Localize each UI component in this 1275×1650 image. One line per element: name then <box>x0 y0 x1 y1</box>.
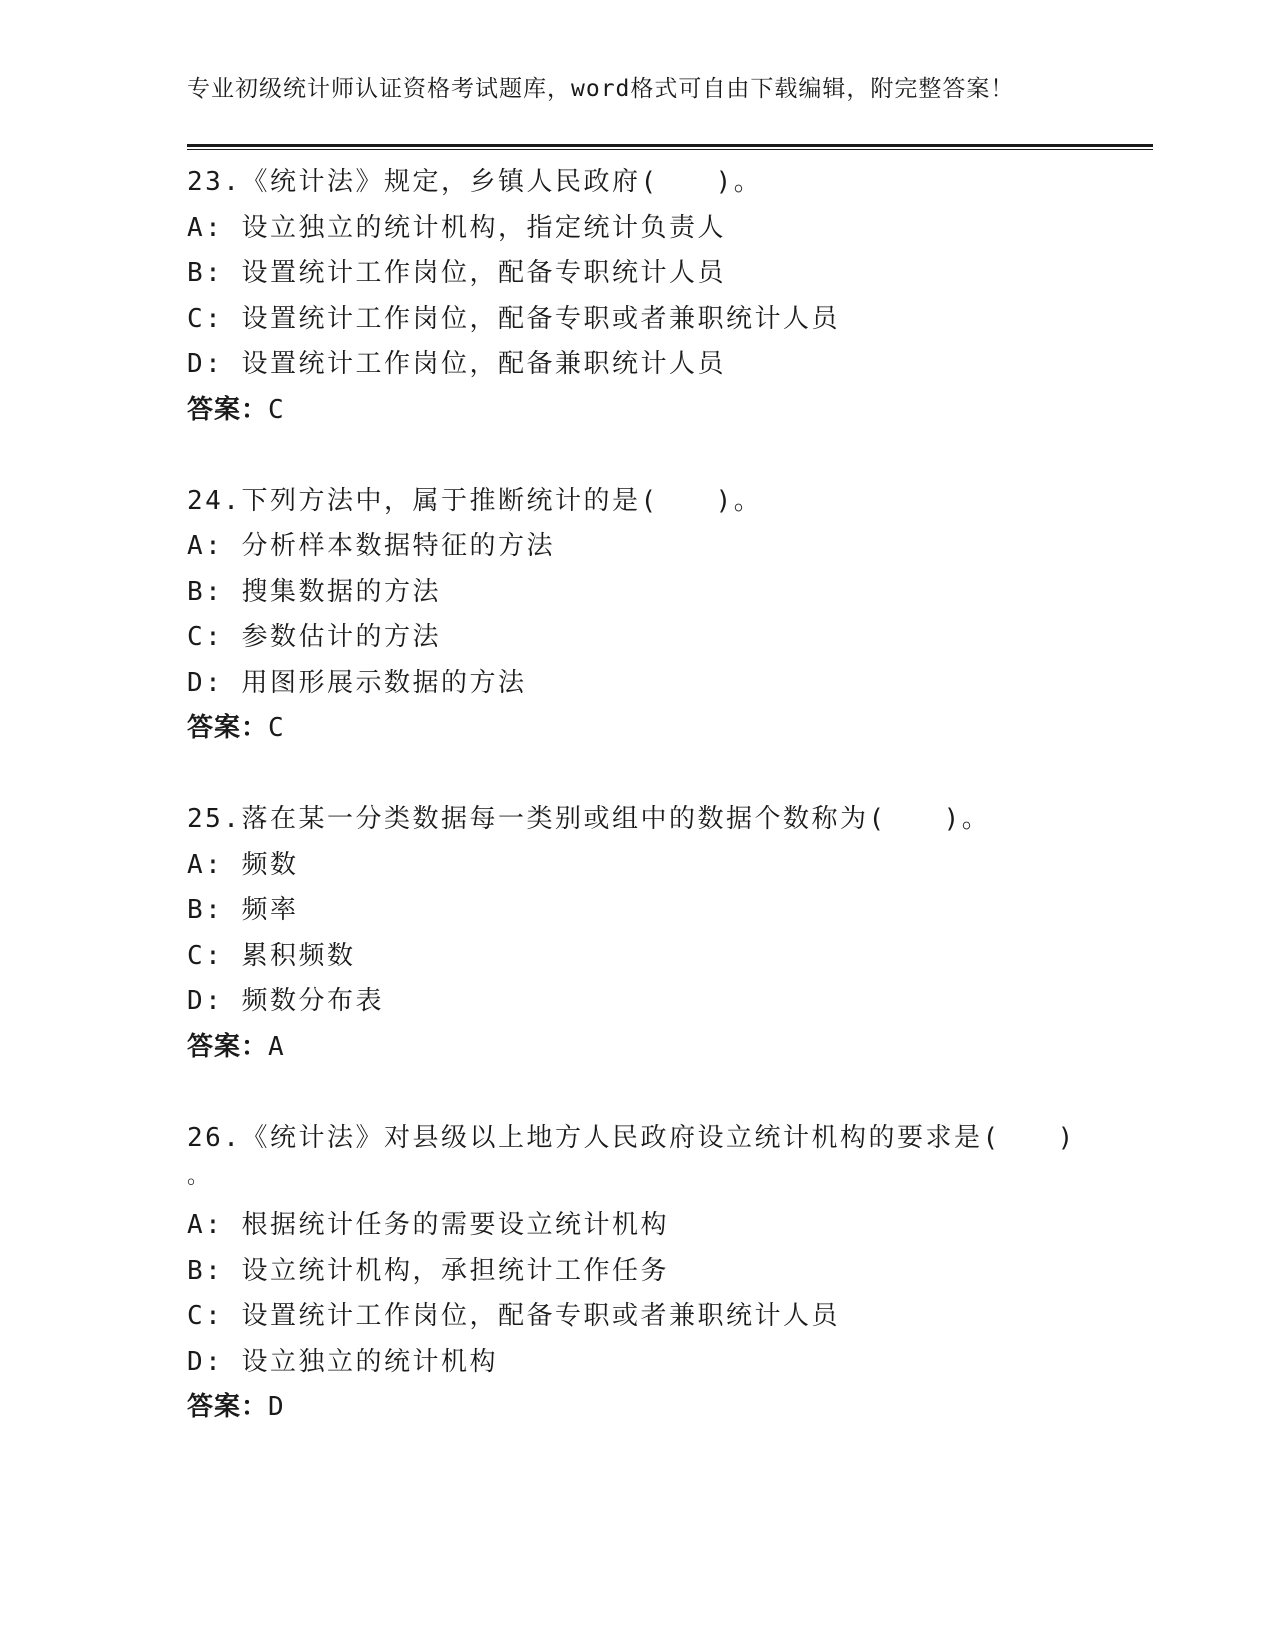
option-b: B: 设置统计工作岗位，配备专职统计人员 <box>187 258 726 288</box>
option-c: C: 设置统计工作岗位，配备专职或者兼职统计人员 <box>187 303 840 334</box>
option-a: A: 频数 <box>187 849 299 880</box>
answer-line <box>187 1385 1107 1431</box>
answer-label: 答案： <box>187 394 269 425</box>
question-stem: 25.落在某一分类数据每一类别或组中的数据个数称为( )。 <box>187 804 991 834</box>
option-d: D: 设立独立的统计机构 <box>187 1346 498 1377</box>
header-rule-thin <box>187 149 1153 150</box>
page-header: 专业初级统计师认证资格考试题库，word格式可自由下载编辑，附完整答案！ <box>187 76 1015 102</box>
spacer <box>187 752 1107 798</box>
answer-value: D <box>268 1392 285 1422</box>
answer-line <box>187 388 1107 434</box>
option-a: A: 分析样本数据特征的方法 <box>187 531 555 561</box>
option-d: D: 设置统计工作岗位，配备兼职统计人员 <box>187 349 726 379</box>
answer-value: A <box>268 1031 285 1062</box>
option-d: D: 用图形展示数据的方法 <box>187 667 527 698</box>
header-rule-thick <box>187 144 1153 147</box>
answer-line <box>187 1025 1107 1071</box>
option-c: C: 设置统计工作岗位，配备专职或者兼职统计人员 <box>187 1301 840 1331</box>
spacer <box>187 433 1107 479</box>
answer-label: 答案： <box>187 1031 269 1062</box>
option-b: B: 搜集数据的方法 <box>187 576 441 607</box>
question-stem: 24.下列方法中，属于推断统计的是( )。 <box>187 485 763 516</box>
option-a: A: 根据统计任务的需要设立统计机构 <box>187 1210 669 1240</box>
option-a: A: 设立独立的统计机构，指定统计负责人 <box>187 212 726 243</box>
spacer <box>187 1070 1107 1116</box>
question-stem-continuation: 。 <box>187 1164 212 1189</box>
answer-label: 答案： <box>187 1392 269 1422</box>
answer-value: C <box>268 394 285 425</box>
question-25 <box>187 797 1107 1070</box>
option-d: D: 频数分布表 <box>187 986 384 1016</box>
question-stem: 26.《统计法》对县级以上地方人民政府设立统计机构的要求是( ) <box>187 1122 1076 1153</box>
answer-label: 答案： <box>187 713 269 743</box>
question-23 <box>187 160 1107 433</box>
option-c: C: 参数估计的方法 <box>187 622 441 652</box>
option-b: B: 频率 <box>187 895 299 925</box>
question-stem: 23.《统计法》规定，乡镇人民政府( )。 <box>187 167 763 197</box>
answer-value: C <box>268 713 285 743</box>
question-24 <box>187 479 1107 752</box>
question-26 <box>187 1116 1107 1431</box>
option-c: C: 累积频数 <box>187 940 356 971</box>
question-list <box>187 160 1107 1431</box>
option-b: B: 设立统计机构，承担统计工作任务 <box>187 1255 669 1286</box>
answer-line <box>187 706 1107 752</box>
